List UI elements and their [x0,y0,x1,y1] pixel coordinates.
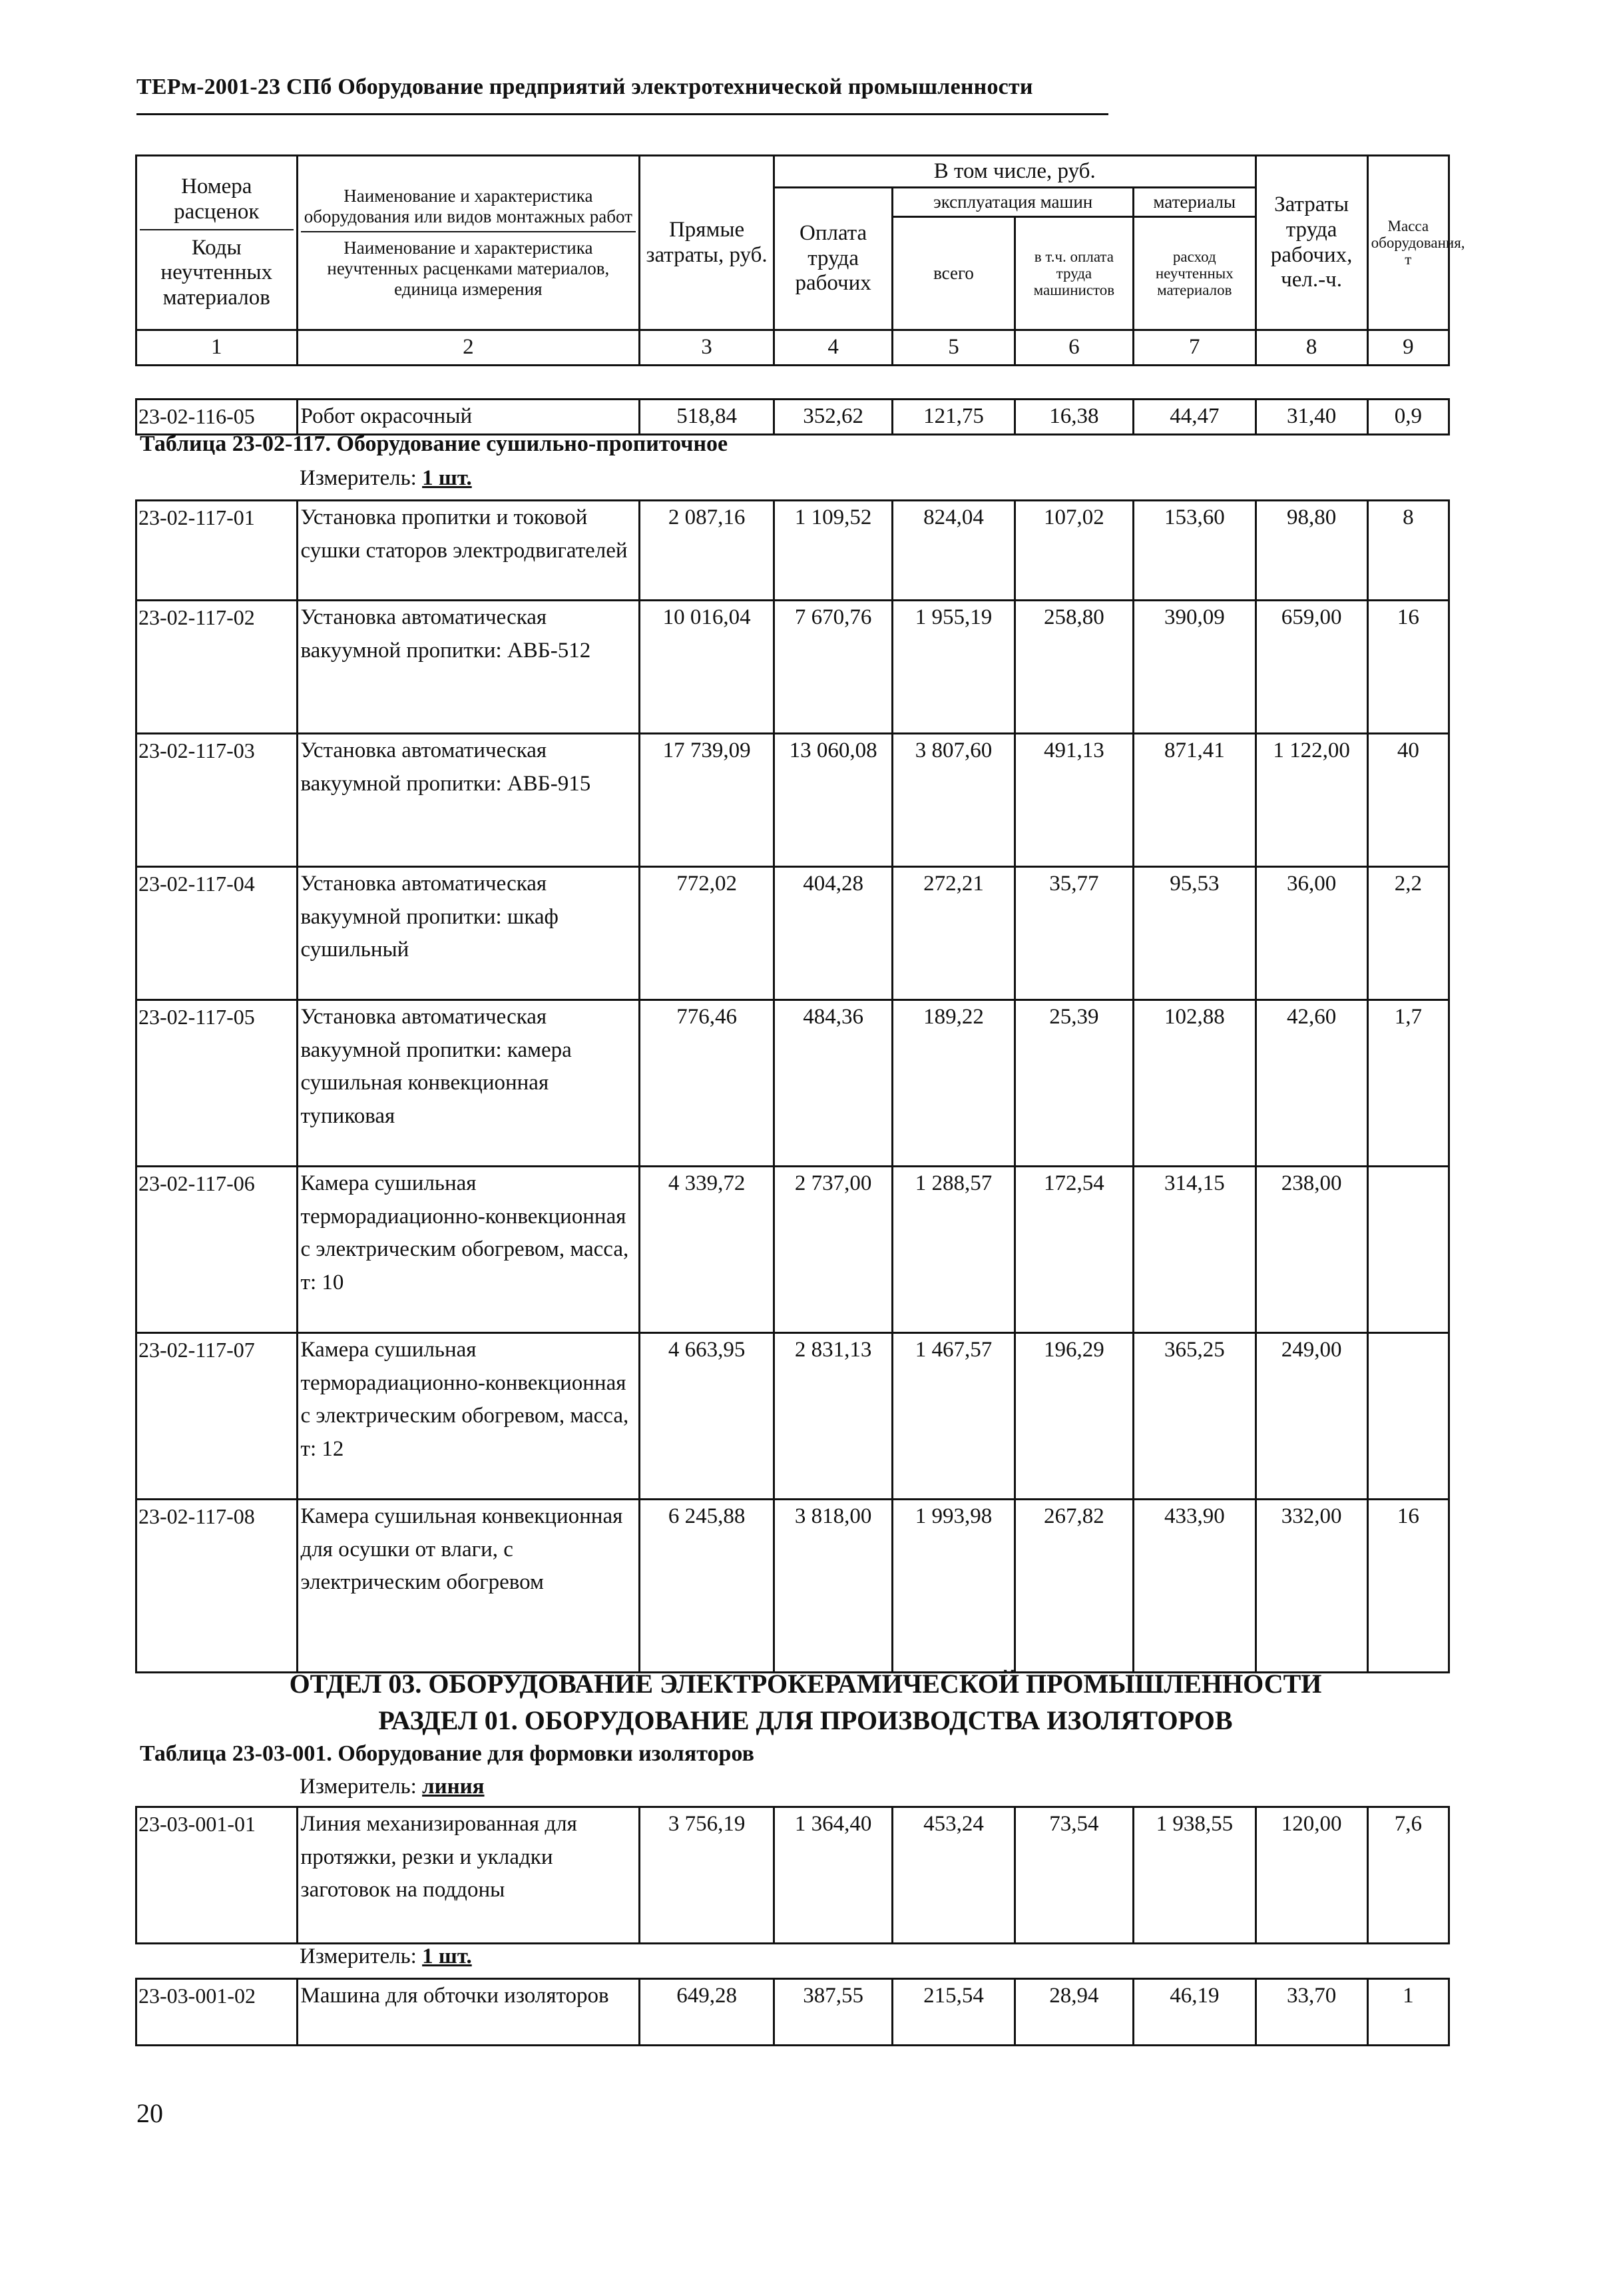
col-labor-costs-header: Затраты труда рабочих, чел.-ч. [1256,156,1367,330]
cell: 2,2 [1367,867,1449,1000]
row-name: Установка пропитки и токовой сушки статоров электродвигателей [297,501,640,601]
table-row [136,1500,1449,1673]
row-code: 23-02-117-07 [136,1333,298,1500]
col-operators-wages-header: в т.ч. оплата труда машинистов [1015,217,1133,330]
row-code: 23-02-117-06 [136,1167,298,1333]
cell: 2 737,00 [774,1167,892,1333]
section-razdel-heading: РАЗДЕЛ 01. ОБОРУДОВАНИЕ ДЛЯ ПРОИЗВОДСТВА ИЗОЛЯТОРОВ [378,1705,1233,1735]
cell: 40 [1367,734,1449,867]
table-row-116 [135,398,1450,435]
cell: 1 467,57 [893,1333,1015,1500]
cell: 390,09 [1134,601,1256,734]
cell: 433,90 [1134,1500,1256,1673]
row-code: 23-02-117-03 [136,734,298,867]
table-title-117: Таблица 23-02-117. Оборудование сушильно-пропиточное [140,431,728,456]
cell: 28,94 [1015,1979,1133,2046]
cell: 121,75 [893,400,1015,435]
cell: 387,55 [774,1979,892,2046]
cell: 10 016,04 [640,601,774,734]
table-row [136,1333,1449,1500]
col-unaccounted-materials-header: расход неучтенных материалов [1134,217,1256,330]
cell: 6 245,88 [640,1500,774,1673]
cell: 8 [1367,501,1449,601]
col-direct-costs-header: Прямые затраты, руб. [640,156,774,330]
cell: 153,60 [1134,501,1256,601]
row-name: Установка автоматическая вакуумной пропитки: АВБ-915 [297,734,640,867]
cell: 824,04 [893,501,1015,601]
row-name: Машина для обточки изоляторов [297,1979,640,2046]
cell: 16,38 [1015,400,1133,435]
cell: 1 955,19 [893,601,1015,734]
cell: 189,22 [893,1000,1015,1167]
col-number: 5 [893,330,1015,366]
table-row [136,1167,1449,1333]
row-name: Установка автоматическая вакуумной пропитки: АВБ-512 [297,601,640,734]
row-code: 23-02-117-04 [136,867,298,1000]
row-code: 23-03-001-02 [136,1979,298,2046]
cell [1367,1333,1449,1500]
cell: 0,9 [1367,400,1449,435]
table-row [136,1807,1449,1944]
cell: 776,46 [640,1000,774,1167]
col-total-header: всего [893,217,1015,330]
cell: 7 670,76 [774,601,892,734]
col-group-header: В том числе, руб. [774,156,1256,188]
header-rule [136,113,1108,115]
measure-301-2: Измеритель: 1 шт. [300,1944,472,1968]
cell: 2 831,13 [774,1333,892,1500]
cell: 1,7 [1367,1000,1449,1167]
cell: 267,82 [1015,1500,1133,1673]
cell: 3 818,00 [774,1500,892,1673]
cell: 13 060,08 [774,734,892,867]
measure-117: Измеритель: 1 шт. [300,466,472,490]
cell: 25,39 [1015,1000,1133,1167]
cell: 46,19 [1134,1979,1256,2046]
cell: 17 739,09 [640,734,774,867]
cell: 1 122,00 [1256,734,1367,867]
cell: 258,80 [1015,601,1133,734]
cell: 365,25 [1134,1333,1256,1500]
cell: 453,24 [893,1807,1015,1944]
cell: 196,29 [1015,1333,1133,1500]
col-materials-header: материалы [1134,188,1256,217]
cell: 120,00 [1256,1807,1367,1944]
cell: 871,41 [1134,734,1256,867]
row-name: Линия механизированная для протяжки, резки и укладки заготовок на поддоны [297,1807,640,1944]
table-row [136,867,1449,1000]
cell: 172,54 [1015,1167,1133,1333]
row-name: Камера сушильная конвекционная для осушки от влаги, с электрическим обогревом [297,1500,640,1673]
cell: 491,13 [1015,734,1133,867]
measure-301: Измеритель: линия [300,1775,485,1799]
row-code: 23-02-116-05 [136,400,298,435]
table-row [136,1000,1449,1167]
table-row [136,400,1449,435]
col-number: 4 [774,330,892,366]
cell: 73,54 [1015,1807,1133,1944]
row-code: 23-02-117-01 [136,501,298,601]
col-number: 3 [640,330,774,366]
cell: 35,77 [1015,867,1133,1000]
cell: 314,15 [1134,1167,1256,1333]
column-header-table [135,154,1465,366]
table-301-row2 [135,1978,1450,2046]
cell: 3 807,60 [893,734,1015,867]
cell: 2 087,16 [640,501,774,601]
running-header: ТЕРм-2001-23 СПб Оборудование предприятий электротехнической промышленности [136,75,1033,99]
cell: 98,80 [1256,501,1367,601]
col-number: 9 [1367,330,1449,366]
cell: 31,40 [1256,400,1367,435]
cell: 484,36 [774,1000,892,1167]
table-117 [135,499,1450,1673]
col-codes-header: Номера расценок Коды неучтенных материалов [136,156,298,330]
cell: 238,00 [1256,1167,1367,1333]
cell: 1 364,40 [774,1807,892,1944]
cell: 102,88 [1134,1000,1256,1167]
row-code: 23-02-117-02 [136,601,298,734]
col-wages-header: Оплата труда рабочих [774,188,892,330]
table-row [136,1979,1449,2046]
cell: 1 993,98 [893,1500,1015,1673]
cell: 249,00 [1256,1333,1367,1500]
table-row [136,734,1449,867]
col-name-header: Наименование и характеристика оборудования или видов монтажных работ Наименование и характеристика неучтенных расценками материалов, единица измерения [297,156,640,330]
cell: 16 [1367,601,1449,734]
cell: 36,00 [1256,867,1367,1000]
row-code: 23-02-117-08 [136,1500,298,1673]
cell: 518,84 [640,400,774,435]
cell: 272,21 [893,867,1015,1000]
cell: 1 [1367,1979,1449,2046]
cell [1367,1167,1449,1333]
cell: 42,60 [1256,1000,1367,1167]
col-mass-header: Масса оборудования, т [1367,156,1449,330]
section-otdel-heading: ОТДЕЛ 03. ОБОРУДОВАНИЕ ЭЛЕКТРОКЕРАМИЧЕСКОЙ ПРОМЫШЛЕННОСТИ [289,1669,1322,1699]
row-name: Камера сушильная терморадиационно-конвекционная с электрическим обогревом, масса, т: 12 [297,1333,640,1500]
cell: 7,6 [1367,1807,1449,1944]
col-number: 7 [1134,330,1256,366]
cell: 1 288,57 [893,1167,1015,1333]
cell: 33,70 [1256,1979,1367,2046]
cell: 404,28 [774,867,892,1000]
cell: 772,02 [640,867,774,1000]
cell: 44,47 [1134,400,1256,435]
table-301-row1 [135,1806,1450,1944]
cell: 4 663,95 [640,1333,774,1500]
row-name: Установка автоматическая вакуумной пропитки: камера сушильная конвекционная тупиковая [297,1000,640,1167]
cell: 16 [1367,1500,1449,1673]
col-number: 1 [136,330,298,366]
col-number: 2 [297,330,640,366]
page-number: 20 [136,2098,163,2128]
cell: 3 756,19 [640,1807,774,1944]
cell: 95,53 [1134,867,1256,1000]
row-code: 23-02-117-05 [136,1000,298,1167]
row-name: Камера сушильная терморадиационно-конвекционная с электрическим обогревом, масса, т: 10 [297,1167,640,1333]
table-row [136,501,1449,601]
row-code: 23-03-001-01 [136,1807,298,1944]
row-name: Установка автоматическая вакуумной пропитки: шкаф сушильный [297,867,640,1000]
row-name: Робот окрасочный [297,400,640,435]
cell: 4 339,72 [640,1167,774,1333]
cell: 1 938,55 [1134,1807,1256,1944]
col-number: 8 [1256,330,1367,366]
cell: 332,00 [1256,1500,1367,1673]
cell: 107,02 [1015,501,1133,601]
col-number: 6 [1015,330,1133,366]
cell: 215,54 [893,1979,1015,2046]
cell: 352,62 [774,400,892,435]
cell: 649,28 [640,1979,774,2046]
table-row [136,601,1449,734]
col-machines-header: эксплуатация машин [893,188,1134,217]
cell: 659,00 [1256,601,1367,734]
cell: 1 109,52 [774,501,892,601]
table-title-301: Таблица 23-03-001. Оборудование для формовки изоляторов [140,1741,754,1766]
